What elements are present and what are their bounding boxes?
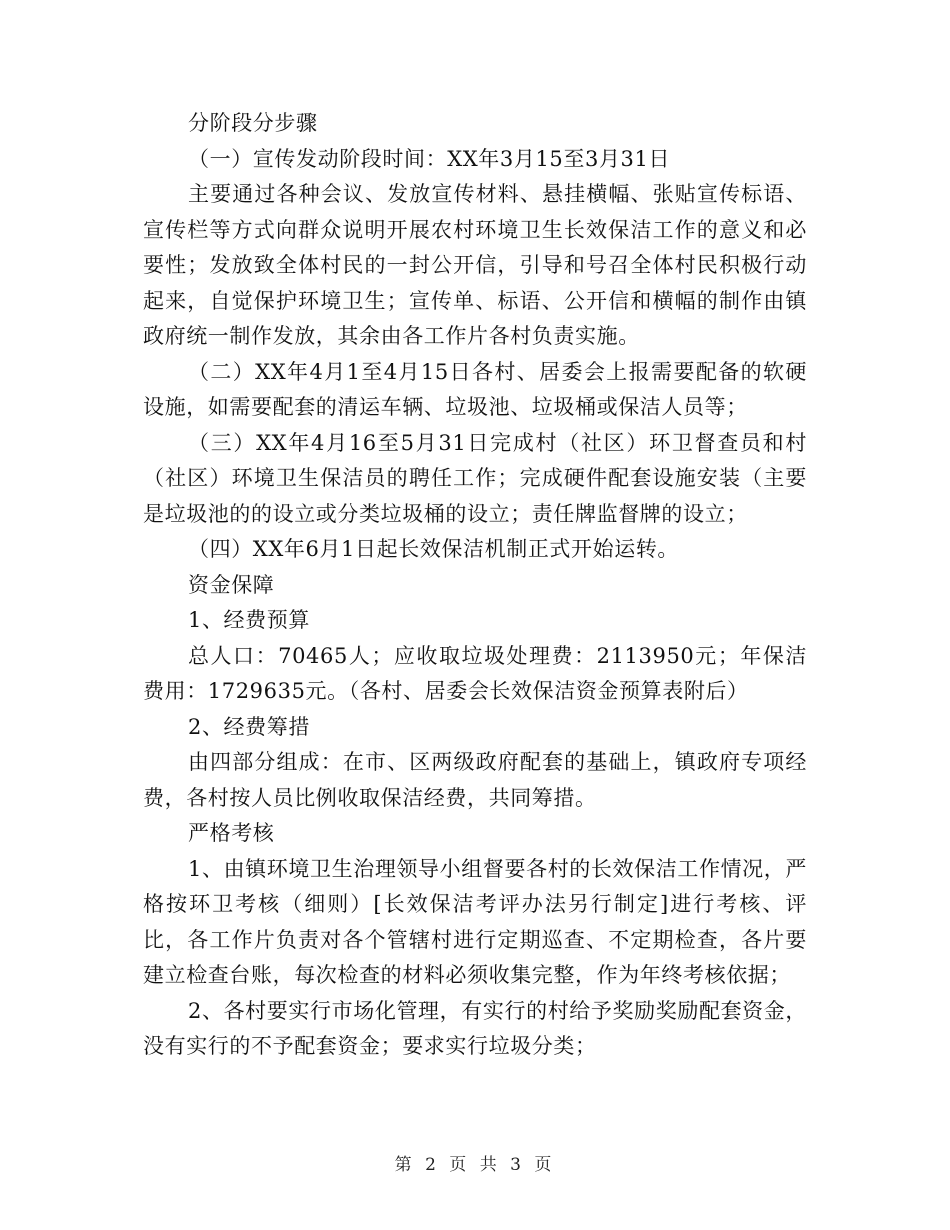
assessment-item-2: 2、各村要实行市场化管理，有实行的村给予奖励奖励配套资金，没有实行的不予配套资金；要求实行垃圾分类； — [143, 998, 807, 1058]
page-number-footer: 第 2 页 共 3 页 — [394, 1155, 556, 1175]
section-heading-funding: 资金保障 — [188, 572, 275, 597]
document-body — [143, 106, 807, 1065]
section-heading-assessment: 严格考核 — [188, 821, 275, 845]
funding-budget-body: 总人口：70465人；应收取垃圾处理费：2113950元；年保洁费用：1729635元。（各村、居委会长效保洁资金预算表附后） — [143, 643, 807, 703]
stage-3-paragraph: （三）XX年4月16至5月31日完成村（社区）环卫督查员和村（社区）环境卫生保洁员的聘任工作；完成硬件配套设施安装（主要是垃圾池的的设立或分类垃圾桶的设立；责任牌监督牌的设立； — [143, 430, 807, 526]
funding-raising-body: 由四部分组成：在市、区两级政府配套的基础上，镇政府专项经费，各村按人员比例收取保洁经费，共同筹措。 — [143, 750, 807, 810]
assessment-item-1: 1、由镇环境卫生治理领导小组督要各村的长效保洁工作情况，严格按环卫考核（细则）[长效保洁考评办法另行制定]进行考核、评比，各工作片负责对各个管辖村进行定期巡查、不定期检查，各片要建立检查台账，每次检查的材料必须收集完整，作为年终考核依据； — [143, 856, 807, 987]
funding-raising-heading: 2、经费筹措 — [188, 714, 310, 739]
stage-2-paragraph: （二）XX年4月1至4月15日各村、居委会上报需要配备的软硬设施，如需要配套的清运车辆、垃圾池、垃圾桶或保洁人员等； — [143, 359, 807, 419]
stage-4-paragraph: （四）XX年6月1日起长效保洁机制正式开始运转。 — [188, 537, 680, 561]
funding-budget-heading: 1、经费预算 — [188, 608, 310, 632]
stage-1-body: 主要通过各种会议、发放宣传材料、悬挂横幅、张贴宣传标语、宣传栏等方式向群众说明开展农村环境卫生长效保洁工作的意义和必要性；发放致全体村民的一封公开信，引导和号召全体村民积极行动起来，自觉保护环境卫生；宣传单、标语、公开信和横幅的制作由镇政府统一制作发放，其余由各工作片各村负责实施。 — [143, 182, 807, 348]
stage-1-heading: （一）宣传发动阶段时间：XX年3月15至3月31日 — [188, 146, 671, 171]
section-heading-stages: 分阶段分步骤 — [188, 111, 318, 135]
